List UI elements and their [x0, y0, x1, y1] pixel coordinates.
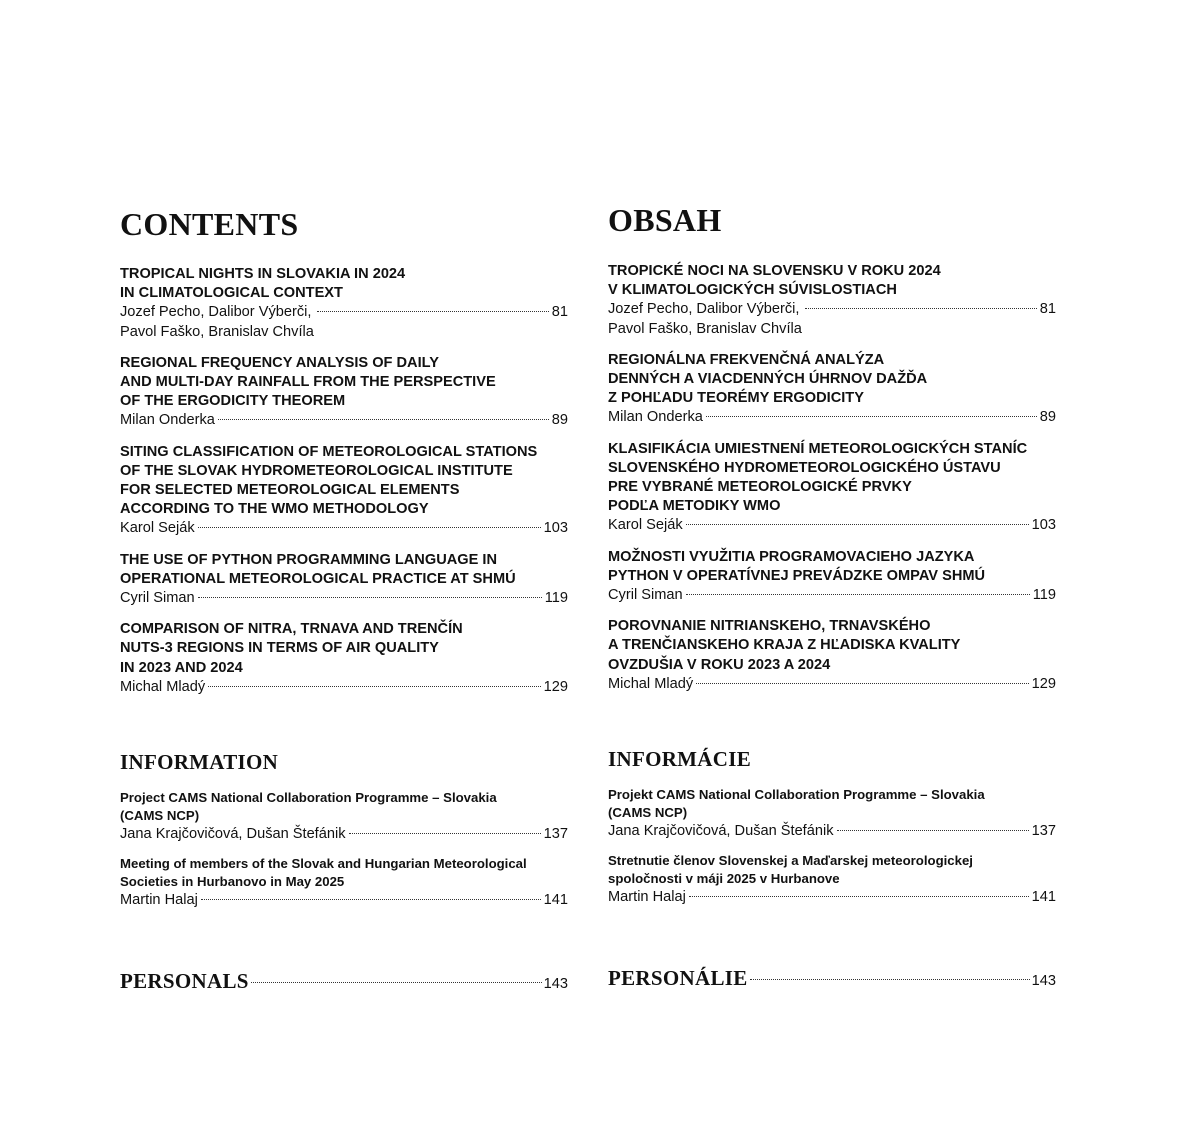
- dot-leader: [696, 683, 1028, 684]
- toc-entry[interactable]: [608, 351, 1056, 428]
- entry-authors: Karol Seják: [608, 517, 683, 534]
- entry-title[interactable]: Meeting of members of the Slovak and Hungarian Meteorological Societies in Hurbanovo in May 2025: [120, 856, 527, 890]
- entry-authors: Milan Onderka: [120, 412, 215, 429]
- entry-page-number[interactable]: 141: [543, 892, 568, 909]
- toc-entry[interactable]: [120, 620, 568, 697]
- entry-page-number[interactable]: 119: [1032, 587, 1056, 604]
- entry-authors: Karol Seják: [120, 520, 195, 537]
- dot-leader: [686, 594, 1030, 595]
- dot-leader: [251, 982, 542, 983]
- toc-entry[interactable]: [120, 855, 568, 910]
- entry-authors: Martin Halaj: [120, 892, 198, 909]
- dot-leader: [750, 979, 1030, 980]
- entry-authors: Jana Krajčovičová, Dušan Štefánik: [608, 823, 834, 839]
- obsah-heading: OBSAH: [608, 202, 722, 238]
- personalie-entry[interactable]: [608, 966, 1056, 991]
- entry-title[interactable]: REGIONÁLNA FREKVENČNÁ ANALÝZA DENNÝCH A VIACDENNÝCH ÚHRNOV DAŽĎA Z POHĽADU TEORÉMY ERGODICITY: [608, 351, 928, 407]
- entry-authors-line1: Jozef Pecho, Dalibor Výberči,: [608, 301, 800, 318]
- entry-authors: Michal Mladý: [120, 678, 206, 695]
- entry-authors: Pavol Faško, Branislav Chvíla: [120, 323, 314, 340]
- entry-title[interactable]: SITING CLASSIFICATION OF METEOROLOGICAL STATIONS OF THE SLOVAK HYDROMETEOROLOGICAL INSTITUTE FOR SELECTED METEOROLOGICAL ELEMENTS ACCORDING TO THE WMO METHODOLOGY: [120, 443, 538, 518]
- entry-title[interactable]: Stretnutie členov Slovenskej a Maďarskej meteorologickej spoločnosti v máji 2025 v Hurbanove: [608, 853, 973, 887]
- entry-page-number[interactable]: 89: [551, 412, 568, 429]
- entry-authors: Cyril Siman: [608, 587, 683, 604]
- dot-leader: [706, 416, 1037, 417]
- entry-authors: Michal Mladý: [608, 675, 694, 692]
- toc-entry[interactable]: [120, 551, 568, 609]
- entry-page-number[interactable]: 137: [543, 826, 568, 842]
- toc-entry[interactable]: [120, 354, 568, 431]
- dot-leader: [837, 830, 1029, 831]
- dot-leader: [349, 833, 541, 834]
- entry-page-number[interactable]: 143: [543, 976, 568, 992]
- dot-leader: [686, 524, 1029, 525]
- toc-entry[interactable]: [120, 443, 568, 539]
- information-heading: INFORMATION: [120, 750, 279, 774]
- dot-leader: [218, 419, 549, 420]
- entry-page-number[interactable]: 129: [543, 678, 568, 695]
- entry-title[interactable]: KLASIFIKÁCIA UMIESTNENÍ METEOROLOGICKÝCH STANÍC SLOVENSKÉHO HYDROMETEOROLOGICKÉHO ÚSTAVU PRE VYBRANÉ METEOROLOGICKÉ PRVKY PODĽA METODIKY WMO: [608, 440, 1028, 515]
- toc-entry[interactable]: [608, 262, 1056, 339]
- contents-article-list: [120, 265, 568, 709]
- entry-page-number[interactable]: 103: [543, 520, 568, 537]
- dot-leader: [805, 308, 1037, 309]
- toc-entry[interactable]: [608, 548, 1056, 606]
- entry-authors: Pavol Faško, Branislav Chvíla: [608, 320, 802, 337]
- dot-leader: [201, 899, 541, 900]
- entry-page-number[interactable]: 143: [1031, 973, 1056, 989]
- informacie-heading: INFORMÁCIE: [608, 747, 751, 771]
- toc-entry[interactable]: [608, 617, 1056, 694]
- entry-page-number[interactable]: 129: [1031, 675, 1056, 692]
- entry-page-number[interactable]: 119: [544, 590, 568, 607]
- personalie-heading[interactable]: PERSONÁLIE: [608, 966, 748, 990]
- dot-leader: [198, 527, 541, 528]
- toc-entry[interactable]: [608, 440, 1056, 536]
- entry-authors: Cyril Siman: [120, 590, 195, 607]
- entry-page-number[interactable]: 81: [1039, 301, 1056, 318]
- entry-title[interactable]: TROPICKÉ NOCI NA SLOVENSKU V ROKU 2024 V KLIMATOLOGICKÝCH SÚVISLOSTIACH: [608, 263, 941, 299]
- entry-authors: Milan Onderka: [608, 409, 703, 426]
- entry-title[interactable]: COMPARISON OF NITRA, TRNAVA AND TRENČÍN NUTS-3 REGIONS IN TERMS OF AIR QUALITY IN 2023 AND 2024: [120, 621, 463, 676]
- entry-title[interactable]: POROVNANIE NITRIANSKEHO, TRNAVSKÉHO A TRENČIANSKEHO KRAJA Z HĽADISKA KVALITY OVZDUŠIA V ROKU 2023 A 2024: [608, 618, 961, 673]
- toc-entry[interactable]: [120, 789, 568, 844]
- entry-authors: Martin Halaj: [608, 889, 686, 906]
- entry-page-number[interactable]: 141: [1031, 889, 1056, 906]
- personals-entry[interactable]: [120, 969, 568, 994]
- dot-leader: [317, 311, 549, 312]
- personals-heading[interactable]: PERSONALS: [120, 969, 249, 993]
- toc-entry[interactable]: [608, 852, 1056, 907]
- entry-page-number[interactable]: 81: [551, 304, 568, 321]
- entry-page-number[interactable]: 137: [1031, 823, 1056, 839]
- entry-title[interactable]: TROPICAL NIGHTS IN SLOVAKIA IN 2024 IN CLIMATOLOGICAL CONTEXT: [120, 266, 406, 302]
- obsah-article-list: [608, 262, 1056, 706]
- entry-page-number[interactable]: 89: [1039, 409, 1056, 426]
- entry-title[interactable]: MOŽNOSTI VYUŽITIA PROGRAMOVACIEHO JAZYKA PYTHON V OPERATÍVNEJ PREVÁDZKE OMPAV SHMÚ: [608, 548, 986, 584]
- dot-leader: [198, 597, 542, 598]
- entry-authors: Jana Krajčovičová, Dušan Štefánik: [120, 826, 346, 842]
- entry-authors-line1: Jozef Pecho, Dalibor Výberči,: [120, 304, 312, 321]
- entry-page-number[interactable]: 103: [1031, 517, 1056, 534]
- toc-entry[interactable]: [608, 786, 1056, 841]
- entry-title[interactable]: Project CAMS National Collaboration Programme – Slovakia (CAMS NCP): [120, 790, 497, 823]
- dot-leader: [689, 896, 1029, 897]
- informacie-list: [608, 786, 1056, 918]
- information-list: [120, 789, 568, 921]
- toc-entry[interactable]: [120, 265, 568, 342]
- contents-heading: CONTENTS: [120, 206, 299, 242]
- dot-leader: [208, 686, 540, 687]
- entry-title[interactable]: REGIONAL FREQUENCY ANALYSIS OF DAILY AND MULTI-DAY RAINFALL FROM THE PERSPECTIVE OF THE ERGODICITY THEOREM: [120, 354, 496, 410]
- entry-title[interactable]: Projekt CAMS National Collaboration Programme – Slovakia (CAMS NCP): [608, 787, 985, 820]
- entry-title[interactable]: THE USE OF PYTHON PROGRAMMING LANGUAGE IN OPERATIONAL METEOROLOGICAL PRACTICE AT SHMÚ: [120, 551, 516, 587]
